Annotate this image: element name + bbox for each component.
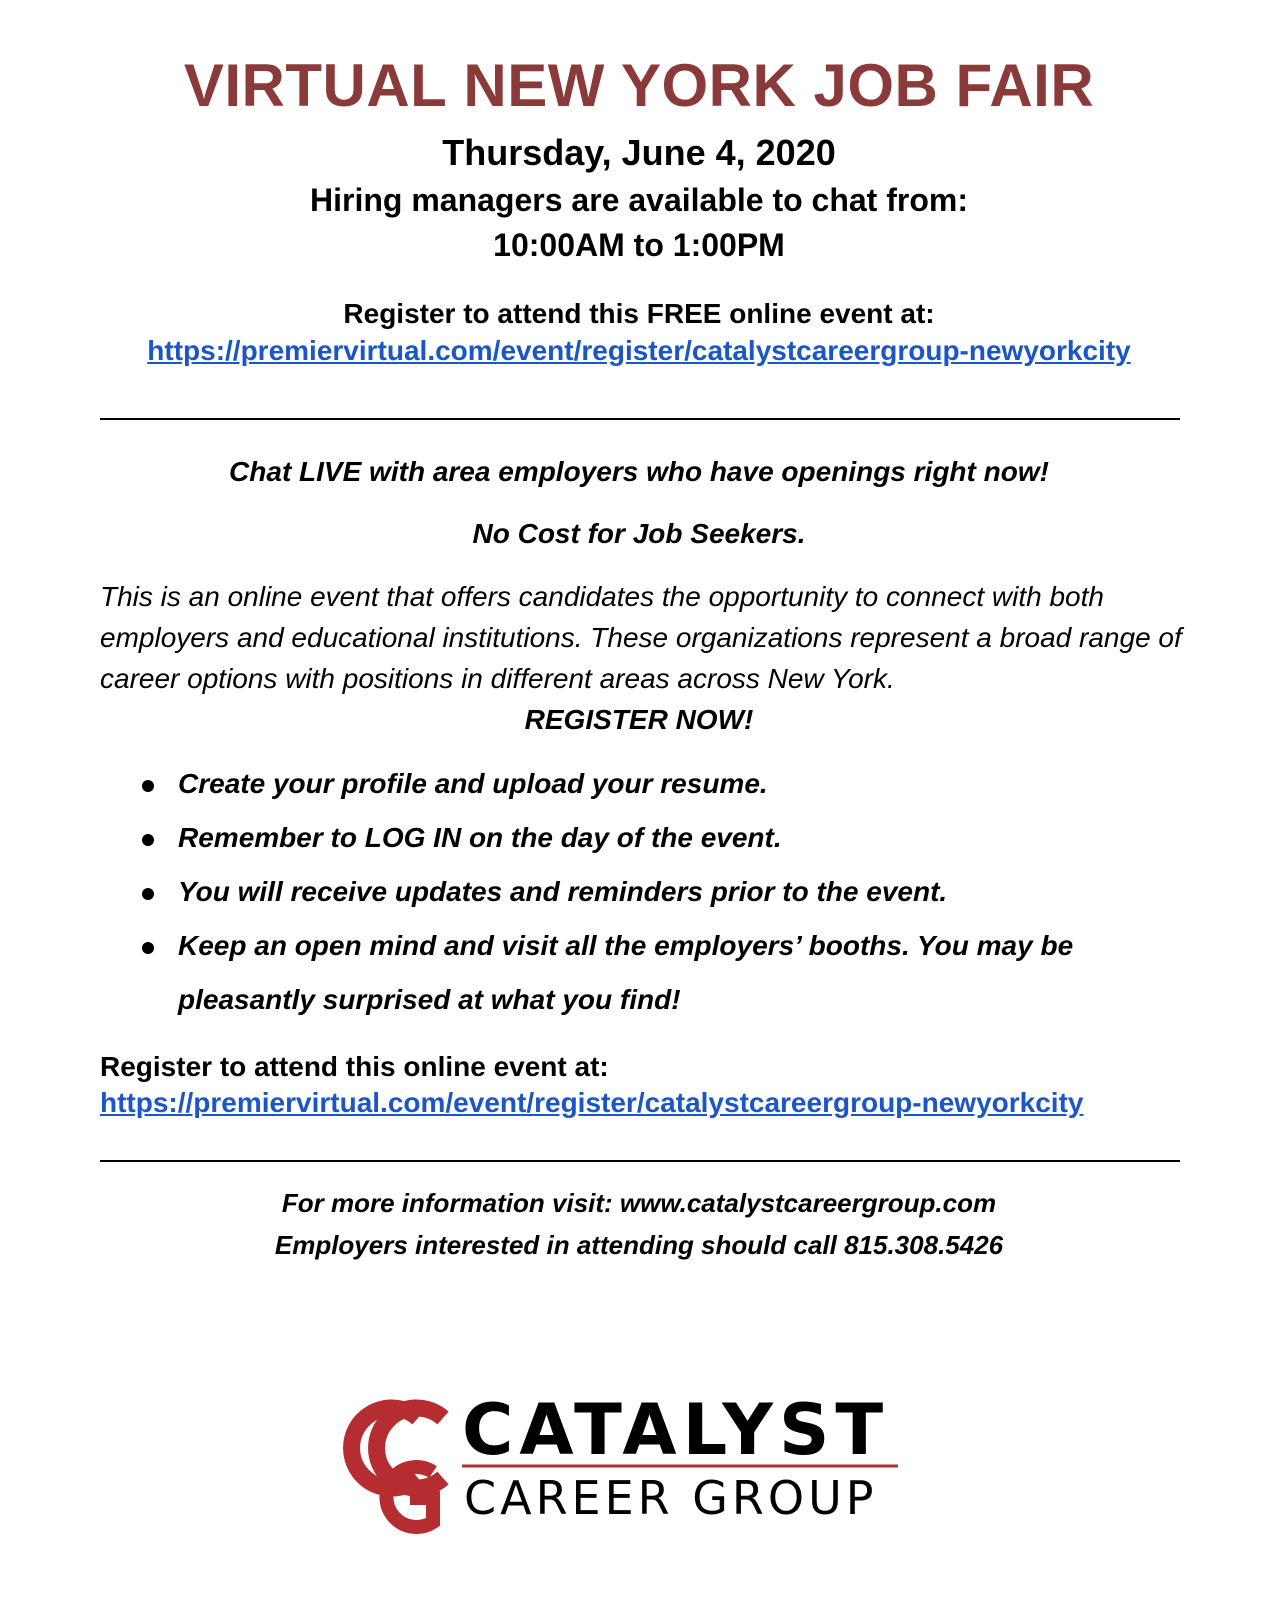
event-date: Thursday, June 4, 2020 [442, 132, 836, 173]
bullet-icon [142, 888, 154, 900]
register-link-container-bottom [100, 1086, 1083, 1120]
list-item-text: Remember to LOG IN on the day of the event. [178, 822, 782, 853]
register-link-bottom[interactable]: https://premiervirtual.com/event/register/catalystcareergroup-newyorkcity [100, 1087, 1084, 1118]
list-item [100, 811, 1180, 865]
list-item [100, 757, 1180, 811]
bullet-icon [142, 942, 154, 954]
logo-name-line2: CAREER GROUP [464, 1471, 878, 1525]
list-item-text: Create your profile and upload your resume. [178, 768, 768, 799]
instructions-list [100, 757, 1180, 1027]
register-label-bottom: Register to attend this online event at: [100, 1051, 609, 1082]
hiring-managers-line: Hiring managers are available to chat from: [310, 182, 968, 218]
event-hours: 10:00AM to 1:00PM [493, 227, 785, 263]
divider-bottom [100, 1160, 1180, 1162]
catalyst-logo [340, 1390, 920, 1540]
list-item-text: Keep an open mind and visit all the employers’ booths. You may be pleasantly surprised at what you find! [178, 930, 1074, 1015]
register-now-heading: REGISTER NOW! [524, 704, 754, 735]
more-info-line: For more information visit: www.catalystcareergroup.com [281, 1188, 997, 1218]
no-cost-heading: No Cost for Job Seekers. [472, 518, 806, 549]
bullet-icon [142, 780, 154, 792]
list-item-text: You will receive updates and reminders prior to the event. [178, 876, 948, 907]
list-item [100, 865, 1180, 919]
register-link-container-top [0, 334, 1278, 368]
logo-name-line1: CATALYST [462, 1390, 890, 1471]
page-title: VIRTUAL NEW YORK JOB FAIR [183, 52, 1095, 119]
register-free-label: Register to attend this FREE online event at: [343, 298, 935, 329]
chat-live-heading: Chat LIVE with area employers who have openings right now! [229, 456, 1049, 487]
event-description: This is an online event that offers candidates the opportunity to connect with both employers and educational institutions. These organizations represent a broad range of career options with positions in different areas across New York. [100, 581, 1182, 694]
divider-top [100, 418, 1180, 420]
bullet-icon [142, 834, 154, 846]
cg-monogram-icon [352, 1408, 443, 1527]
employers-contact-line: Employers interested in attending should call 815.308.5426 [274, 1230, 1004, 1260]
register-link-top[interactable]: https://premiervirtual.com/event/register/catalystcareergroup-newyorkcity [147, 335, 1131, 366]
list-item [100, 919, 1180, 1027]
